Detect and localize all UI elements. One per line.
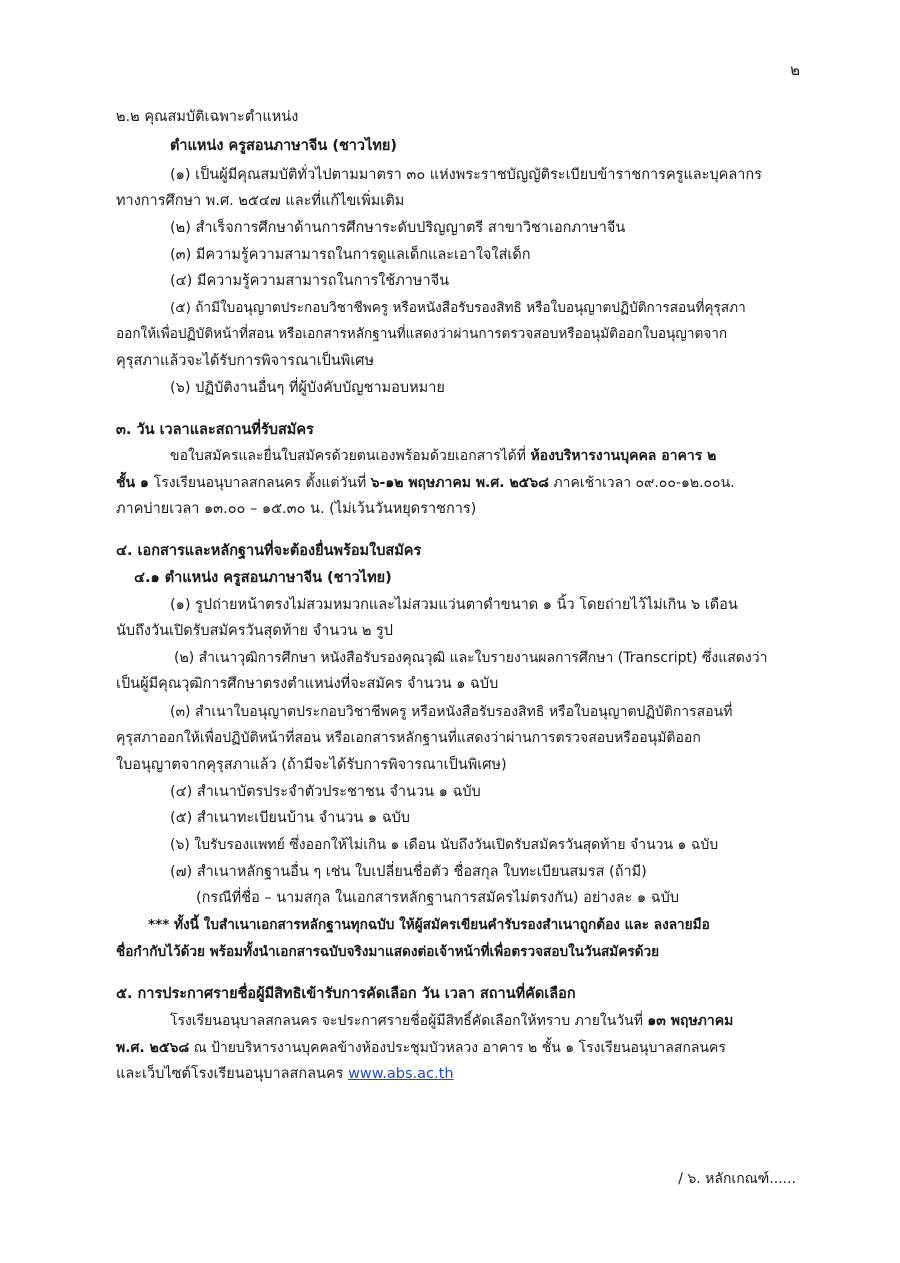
document-item-7-line-1: (๗) สำเนาหลักฐานอื่น ๆ เช่น ใบเปลี่ยนชื่อตัว ชื่อสกุล ใบทะเบียนสมรส (ถ้ามี) [170, 864, 647, 880]
section-5-announcement-text: โรงเรียนอนุบาลสกลนคร จะประกาศรายชื่อผู้มีสิทธิ์คัดเลือกให้ทราบ ภายในวันที่ [170, 1013, 648, 1029]
qualification-item-4: (๔) มีความรู้ความสามารถในการใช้ภาษาจีน [170, 273, 450, 289]
document-item-7-line-2: (กรณีที่ชื่อ – นามสกุล ในเอกสารหลักฐานการสมัครไม่ตรงกัน) อย่างละ ๑ ฉบับ [196, 890, 679, 906]
document-item-1-line-2: นับถึงวันเปิดรับสมัครวันสุดท้าย จำนวน ๒ รูป [116, 623, 393, 639]
position-label: ตำแหน่ง ครูสอนภาษาจีน (ชาวไทย) [170, 138, 398, 154]
document-item-2-line-2: เป็นผู้มีคุณวุฒิการศึกษาตรงตำแหน่งที่จะสมัคร จำนวน ๑ ฉบับ [116, 676, 499, 692]
section-5-year: พ.ศ. ๒๕๖๘ [116, 1040, 190, 1056]
qualification-item-6: (๖) ปฏิบัติงานอื่นๆ ที่ผู้บังคับบัญชามอบหมาย [170, 380, 445, 396]
section-5-line-1 [170, 1010, 733, 1032]
section-3-heading: ๓. วัน เวลาและสถานที่รับสมัคร [116, 422, 314, 438]
page-number: ๒ [790, 61, 800, 79]
section-5-line-3 [116, 1063, 454, 1085]
qualification-item-3: (๓) มีความรู้ความสามารถในการดูแลเด็กและเอาใจใส่เด็ก [170, 247, 531, 263]
section-2-2-heading: ๒.๒ คุณสมบัติเฉพาะตำแหน่ง [116, 109, 299, 125]
note-line-1: *** ทั้งนี้ ใบสำเนาเอกสารหลักฐานทุกฉบับ ให้ผู้สมัครเขียนคำรับรองสำเนาถูกต้อง และ ลงลายมือ [148, 917, 710, 933]
section-3-line-2 [116, 472, 735, 494]
document-item-1-line-1: (๑) รูปถ่ายหน้าตรงไม่สวมหมวกและไม่สวมแว่นตาดำขนาด ๑ นิ้ว โดยถ่ายไว้ไม่เกิน ๖ เดือน [170, 597, 738, 613]
section-5-announcement-date: ๑๓ พฤษภาคม [647, 1013, 734, 1029]
qualification-item-5-line-1: (๕) ถ้ามีใบอนุญาตประกอบวิชาชีพครู หรือหนังสือรับรองสิทธิ หรือใบอนุญาตปฏิบัติการสอนที่คุรุสภา [170, 300, 746, 316]
document-item-3-line-3: ใบอนุญาตจากคุรุสภาแล้ว (ถ้ามีจะได้รับการพิจารณาเป็นพิเศษ) [116, 757, 507, 773]
section-3-office-location: ห้องบริหารงานบุคคล อาคาร ๒ [530, 448, 717, 464]
document-item-3-line-1: (๓) สำเนาใบอนุญาตประกอบวิชาชีพครู หรือหนังสือรับรองสิทธิ หรือใบอนุญาตปฏิบัติการสอนที่ [170, 704, 733, 720]
document-item-2-line-1: (๒) สำเนาวุฒิการศึกษา หนังสือรับรองคุณวุฒิ และใบรายงานผลการศึกษา (Transcript) ซึ่งแสดงว่า [174, 650, 768, 666]
note-line-2: ชื่อกำกับไว้ด้วย พร้อมทั้งนำเอกสารฉบับจริงมาแสดงต่อเจ้าหน้าที่เพื่อตรวจสอบในวันสมัครด้วย [116, 944, 660, 960]
section-5-line-2 [116, 1037, 726, 1059]
qualification-item-5-line-3: คุรุสภาแล้วจะได้รับการพิจารณาเป็นพิเศษ [116, 353, 375, 369]
next-page-indicator: / ๖. หลักเกณฑ์...... [678, 1171, 796, 1187]
document-item-3-line-2: คุรุสภาออกให้เพื่อปฏิบัติหน้าที่สอน หรือเอกสารหลักฐานที่แสดงว่าผ่านการตรวจสอบหรืออนุมัติออก [116, 730, 701, 746]
qualification-item-1-line-1: (๑) เป็นผู้มีคุณสมบัติทั่วไปตามมาตรา ๓๐ แห่งพระราชบัญญัติระเบียบข้าราชการครูและบุคลากร [170, 167, 762, 183]
section-5-heading: ๕. การประกาศรายชื่อผู้มีสิทธิเข้ารับการคัดเลือก วัน เวลา สถานที่คัดเลือก [116, 986, 576, 1002]
section-5-location: ณ ป้ายบริหารงานบุคคลข้างห้องประชุมบัวหลวง อาคาร ๒ ชั้น ๑ โรงเรียนอนุบาลสกลนคร [189, 1040, 726, 1056]
section-3-school-date-intro: โรงเรียนอนุบาลสกลนคร ตั้งแต่วันที่ [153, 475, 371, 491]
qualification-item-2: (๒) สำเร็จการศึกษาด้านการศึกษาระดับปริญญาตรี สาขาวิชาเอกภาษาจีน [170, 220, 626, 236]
section-4-1-heading: ๔.๑ ตำแหน่ง ครูสอนภาษาจีน (ชาวไทย) [134, 570, 392, 586]
qualification-item-1-line-2: ทางการศึกษา พ.ศ. ๒๕๔๗ และที่แก้ไขเพิ่มเติม [116, 193, 405, 209]
document-item-5: (๕) สำเนาทะเบียนบ้าน จำนวน ๑ ฉบับ [170, 810, 410, 826]
section-3-date-range: ๖-๑๒ พฤษภาคม พ.ศ. ๒๕๖๘ [370, 475, 549, 491]
qualification-item-5-line-2: ออกให้เพื่อปฏิบัติหน้าที่สอน หรือเอกสารหลักฐานที่แสดงว่าผ่านการตรวจสอบหรืออนุมัติออกใบอนุญาตจาก [116, 326, 728, 342]
section-3-line-3: ภาคบ่ายเวลา ๑๓.๐๐ – ๑๕.๓๐ น. (ไม่เว้นวันหยุดราชการ) [116, 501, 477, 517]
section-4-heading: ๔. เอกสารและหลักฐานที่จะต้องยื่นพร้อมใบสมัคร [116, 543, 422, 559]
section-3-line-1-text: ขอใบสมัครและยื่นใบสมัครด้วยตนเองพร้อมด้วยเอกสารได้ที่ [170, 448, 531, 464]
section-3-morning-time: ภาคเช้าเวลา ๐๙.๐๐-๑๒.๐๐น. [548, 475, 735, 491]
section-5-website-text: และเว็บไซต์โรงเรียนอนุบาลสกลนคร [116, 1066, 349, 1082]
document-item-4: (๔) สำเนาบัตรประจำตัวประชาชน จำนวน ๑ ฉบับ [170, 784, 481, 800]
document-item-6: (๖) ใบรับรองแพทย์ ซึ่งออกให้ไม่เกิน ๑ เดือน นับถึงวันเปิดรับสมัครวันสุดท้าย จำนวน ๑ ฉบับ [170, 837, 719, 853]
section-3-floor: ชั้น ๑ [116, 475, 154, 491]
section-3-line-1 [170, 445, 716, 467]
school-website-link[interactable]: www.abs.ac.th [348, 1066, 454, 1082]
